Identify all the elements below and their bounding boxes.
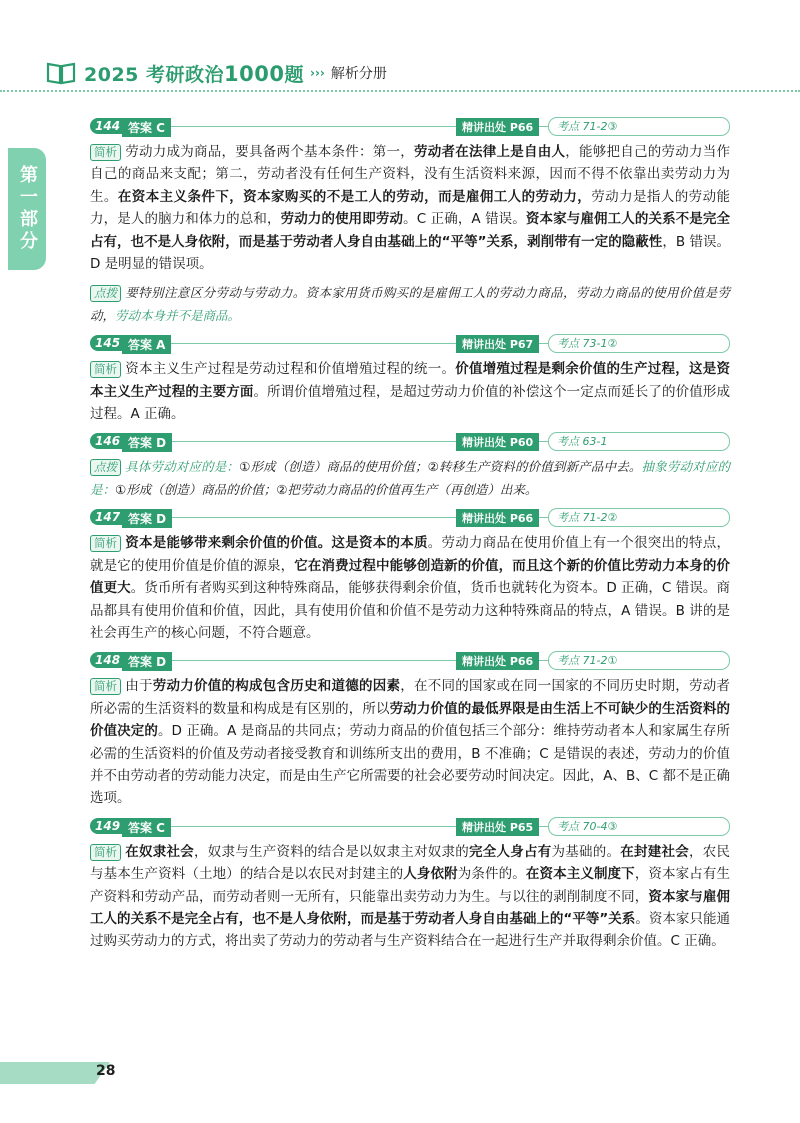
emphasis-text: 劳动者在法律上是自由人 xyxy=(414,144,566,160)
question-number: 149 xyxy=(90,818,125,834)
jianxi-label: 简析 xyxy=(90,535,121,552)
highlight-text: 具体劳动对应的是： xyxy=(125,459,240,475)
jianxi-label: 简析 xyxy=(90,678,121,695)
emphasis-text: 在资本主义制度下 xyxy=(525,866,635,883)
answer-badge: 答案 D xyxy=(122,509,172,528)
kaodian-pill: 考点 71-2③ xyxy=(548,117,730,136)
text-run: 劳动力成为商品，要具备两个基本条件：第一， xyxy=(125,144,414,160)
page-header xyxy=(46,56,387,90)
text-run: 。所谓价值增殖过程，是超过劳动力价值的补偿这个一定点而延长了的价值形成过程。A 正确。 xyxy=(90,383,731,423)
question-header xyxy=(90,651,730,671)
question-block xyxy=(90,117,730,327)
emphasis-text: 资本家与雇佣工人的关系不是完全占有，也不是人身依附，而是基于劳动者人身自由基础上的“平等”关系 xyxy=(90,888,731,927)
open-book-icon xyxy=(46,61,76,85)
text-run: 。劳动力商品在使用价值上有一个很突出的特点，就是它的使用价值是价值的源泉， xyxy=(90,535,730,574)
text-run: 为条件的。 xyxy=(457,866,526,883)
emphasis-text: 在封建社会 xyxy=(620,843,689,860)
reference-badge: 精讲出处 P65 xyxy=(456,818,539,836)
reference-badge: 精讲出处 P66 xyxy=(456,652,539,670)
emphasis-text: 价值增殖过程是剩余价值的生产过程，这是资本主义生产过程的主要方面 xyxy=(90,361,730,400)
jianxi-label: 简析 xyxy=(90,844,121,861)
chevrons: ››› xyxy=(310,66,325,80)
emphasis-text: 劳动力价值的最低界限是由生活上不可缺少的生活资料的价值决定的 xyxy=(90,700,731,740)
section-side-tab: 第一部分 xyxy=(8,148,46,270)
text-run: ，能够把自己的劳动力当作自己的商品来支配；第二，劳动者没有任何生产资料，没有生活资料来源，因而不得不依靠出卖劳动力为生。 xyxy=(90,144,730,205)
answer-badge: 答案 A xyxy=(122,335,171,354)
page-number: 28 xyxy=(96,1063,116,1079)
highlight-text: 劳动本身并不是商品。 xyxy=(115,307,241,323)
emphasis-text: 劳动力价值的构成包含历史和道德的因素 xyxy=(152,678,401,695)
answer-badge: 答案 D xyxy=(122,433,172,452)
text-run: 。C 正确，A 错误。 xyxy=(403,211,526,228)
emphasis-text: 它在消费过程中能够创造新的价值，而且这个新的价值比劳动力本身的价值更大 xyxy=(90,557,731,597)
question-number: 147 xyxy=(90,509,125,525)
book-title: 2025 考研政治1000题 xyxy=(84,61,304,86)
text-run: 。货币所有者购买到这种特殊商品，能够获得剩余价值，货币也就转化为资本。D 正确，C 错误。商品都具有使用价值和价值，因此，具有使用价值和价值不是劳动力这种特殊商品的特点，A 错误。B 讲的是社会再生产的核心问题，不符合题意。 xyxy=(90,580,731,641)
question-block xyxy=(90,432,730,501)
question-header xyxy=(90,334,730,354)
text-run: 资本主义生产过程是劳动过程和价值增殖过程的统一。 xyxy=(125,361,456,378)
tip-note xyxy=(90,456,730,501)
emphasis-text: 在资本主义条件下，资本家购买的不是工人的劳动，而是雇佣工人的劳动力， xyxy=(117,188,592,205)
explanation xyxy=(90,841,730,953)
question-header xyxy=(90,117,730,137)
kaodian-pill: 考点 71-2② xyxy=(548,508,730,527)
explanation xyxy=(90,675,730,809)
kaodian-pill: 考点 63-1 xyxy=(548,432,730,451)
header-divider xyxy=(0,90,800,92)
question-number: 146 xyxy=(90,433,125,449)
question-number: 144 xyxy=(90,118,125,134)
footer-band xyxy=(0,1062,110,1084)
question-header xyxy=(90,817,730,837)
answer-badge: 答案 C xyxy=(122,818,171,837)
dianbo-label: 点拨 xyxy=(90,285,121,302)
kaodian-pill: 考点 71-2① xyxy=(548,651,730,670)
tip-note xyxy=(90,282,730,327)
text-run: ，B 错误。D 是明显的错误项。 xyxy=(90,233,730,273)
answer-list xyxy=(90,117,730,960)
question-block xyxy=(90,817,730,953)
answer-badge: 答案 C xyxy=(122,118,171,137)
text-run: 。D 正确。A 是商品的共同点；劳动力商品的价值包括三个部分：维持劳动者本人和家属生存所必需的生活资料的价值及劳动者接受教育和训练所支出的费用，B 不准确；C 是错误的表述，劳动力的价值并不由劳动者的劳动能力决定，而是由生产它所需要的社会必要劳动时间决定。因此，A、B、C 都不是正确选项。 xyxy=(90,723,730,807)
question-block xyxy=(90,651,730,809)
text-run: 劳动力是指人的劳动能力，是人的脑力和体力的总和， xyxy=(90,188,731,228)
reference-badge: 精讲出处 P66 xyxy=(456,509,539,527)
text-run: ①形成（创造）商品的价值；②把劳动力商品的价值再生产（再创造）出来。 xyxy=(115,481,538,497)
text-run: 为基础的。 xyxy=(551,843,621,860)
question-header xyxy=(90,508,730,528)
question-header xyxy=(90,432,730,452)
emphasis-text: 在奴隶社会 xyxy=(125,843,194,860)
emphasis-text: 劳动力的使用即劳动 xyxy=(280,211,404,228)
jianxi-label: 简析 xyxy=(90,144,121,161)
kaodian-pill: 考点 70-4③ xyxy=(548,817,730,836)
text-run: ，奴隶与生产资料的结合是以奴隶主对奴隶的 xyxy=(194,843,469,860)
highlight-text: 抽象劳动对应的是： xyxy=(90,459,730,497)
text-run: 由于 xyxy=(125,678,153,695)
question-number: 148 xyxy=(90,652,125,668)
text-run: 。资本家只能通过购买劳动力的方式，将出卖了劳动力的劳动者与生产资料结合在一起进行生产并取得剩余价值。C 正确。 xyxy=(90,910,731,950)
answer-badge: 答案 D xyxy=(122,652,172,671)
question-number: 145 xyxy=(90,335,125,351)
question-block xyxy=(90,334,730,425)
text-run: ，农民与基本生产资料（土地）的结合是以农民对封建主的 xyxy=(90,843,730,883)
emphasis-text: 完全人身占有 xyxy=(469,843,552,860)
reference-badge: 精讲出处 P66 xyxy=(456,118,539,136)
explanation xyxy=(90,141,730,275)
dianbo-label: 点拨 xyxy=(90,459,121,476)
explanation xyxy=(90,358,730,425)
text-run: ，在不同的国家或在同一国家的不同历史时期，劳动者所必需的生活资料的数量和构成是有区别的，所以 xyxy=(90,678,730,717)
reference-badge: 精讲出处 P60 xyxy=(456,433,539,451)
text-run: ①形成（创造）商品的使用价值；②转移生产资料的价值到新产品中去。 xyxy=(239,459,642,475)
text-run: 要特别注意区分劳动与劳动力。资本家用货币购买的是雇佣工人的劳动力商品，劳动力商品的使用价值是劳动， xyxy=(90,285,730,323)
emphasis-text: 人身依附 xyxy=(403,866,458,883)
kaodian-pill: 考点 73-1② xyxy=(548,334,730,353)
explanation xyxy=(90,532,730,644)
emphasis-text: 资本家与雇佣工人的关系不是完全占有，也不是人身依附，而是基于劳动者人身自由基础上的“平等”关系，剥削带有一定的隐蔽性 xyxy=(90,211,731,250)
question-block xyxy=(90,508,730,644)
jianxi-label: 简析 xyxy=(90,361,121,378)
reference-badge: 精讲出处 P67 xyxy=(456,335,539,353)
book-subtitle: 解析分册 xyxy=(330,66,387,82)
text-run: ，资本家占有生产资料和劳动产品，而劳动者则一无所有，只能靠出卖劳动力为生。与以往的剥削制度不同， xyxy=(90,866,731,905)
emphasis-text: 资本是能够带来剩余价值的价值。这是资本的本质 xyxy=(125,535,428,552)
